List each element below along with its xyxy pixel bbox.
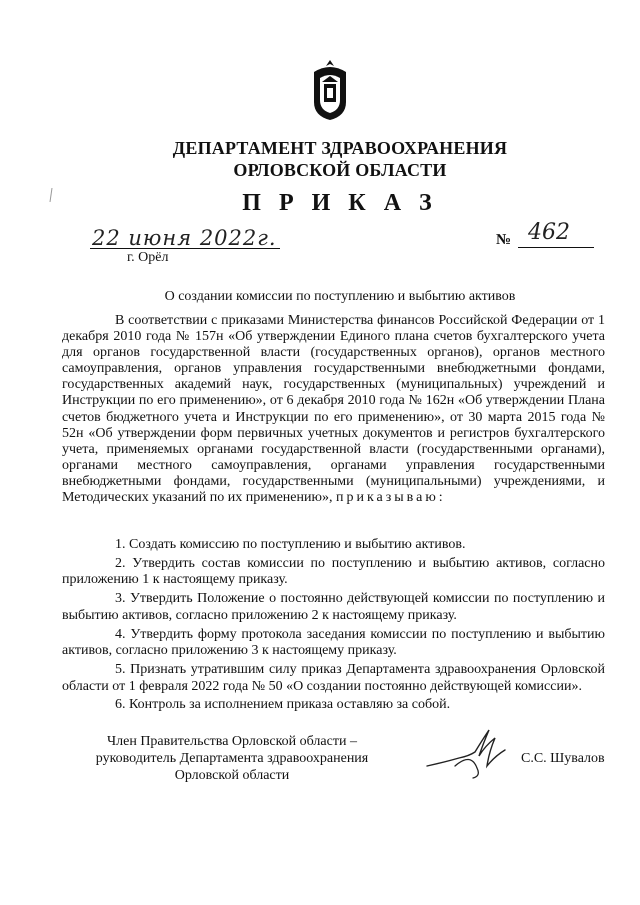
department-name-line1: ДЕПАРТАМЕНТ ЗДРАВООХРАНЕНИЯ — [172, 138, 508, 158]
margin-mark — [49, 188, 53, 202]
order-item: 5. Признать утратившим силу приказ Департамента здравоохранения Орловской области от 1 февраля 2022 года № 50 «О создании постоянно действующей комиссии». — [62, 662, 605, 694]
position-line: Член Правительства Орловской области – — [107, 734, 357, 749]
signatory-name: С.С. Шувалов — [521, 751, 605, 766]
number-underline — [518, 247, 594, 248]
position-line: руководитель Департамента здравоохранения — [95, 751, 369, 766]
order-item: 4. Утвердить форму протокола заседания комиссии по поступлению и выбытию активов, согласно приложению 3 к настоящему приказу. — [62, 626, 605, 659]
preamble-text: В соответствии с приказами Министерства финансов Российской Федерации от 1 декабря 2010 года № 157н «Об утверждении Единого плана счетов бухгалтерского учета для органов государственной власти (государственных органов), органов местного самоуправления, органов управления государственными внебюджетными фондами, государственных академий наук, государственных (муниципальных) учреждений и Инструкции по его применению», от 6 декабря 2010 года № 162н «Об утверждении Плана счетов бюджетного учета и Инструкции по его применению», от 30 марта 2015 года № 52н «Об утверждении форм первичных учетных документов и регистров бухгалтерского учета, применяемых органами государственной власти (государственными органами), органами местного самоуправления, органами управления государственными внебюджетными фондами, государственными (муниципальными) учреждениями, и Методических указаний по их применению», — [62, 313, 605, 506]
handwritten-number: 462 — [528, 220, 570, 245]
order-item: 6. Контроль за исполнением приказа оставляю за собой. — [115, 697, 451, 713]
order-item: 1. Создать комиссию по поступлению и выбытию активов. — [115, 537, 466, 552]
signatory-position — [82, 733, 382, 784]
preamble-paragraph — [62, 313, 605, 506]
position-line: Орловской области — [174, 768, 290, 783]
handwritten-signature — [425, 722, 515, 784]
order-item: 2. Утвердить состав комиссии по поступлению и выбытию активов, согласно приложению 1 к настоящему приказу. — [62, 555, 605, 588]
order-item: 3. Утвердить Положение о постоянно действующей комиссии по поступлению и выбытию активов, согласно приложению 2 к настоящему приказу. — [62, 591, 605, 623]
order-word: приказываю: — [335, 490, 446, 506]
order-subject: О создании комиссии по поступлению и выбытию активов — [164, 289, 516, 304]
number-label: № — [496, 232, 512, 248]
order-items-list — [62, 537, 605, 716]
coat-of-arms-emblem — [308, 58, 352, 122]
date-underline — [90, 248, 280, 249]
document-type-title: П Р И К А З — [242, 190, 438, 216]
handwritten-date: 22 июня 2022г. — [92, 226, 277, 250]
department-name-line2: ОРЛОВСКОЙ ОБЛАСТИ — [233, 160, 447, 180]
city-label: г. Орёл — [127, 250, 169, 265]
